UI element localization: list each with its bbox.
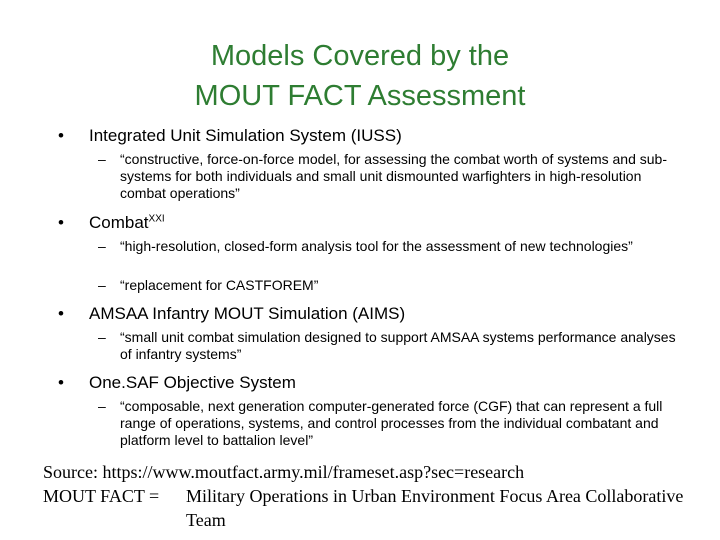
sub-bullet-combat-replacement <box>98 277 688 294</box>
bullet-label: One.SAF Objective System <box>89 373 296 392</box>
slide-title-line-2: MOUT FACT Assessment <box>194 80 526 112</box>
acronym-expansion: Military Operations in Urban Environment Focus Area Collaborative Team <box>186 486 684 530</box>
slide-title <box>0 36 720 116</box>
bullet-label: AMSAA Infantry MOUT Simulation (AIMS) <box>89 304 406 323</box>
source-citation: Source: https://www.moutfact.army.mil/frameset.asp?sec=research <box>43 462 525 482</box>
bullet-marker: • <box>58 213 64 232</box>
acronym-term: MOUT FACT = <box>43 486 160 506</box>
dash-marker: – <box>98 151 106 167</box>
bullet-label-superscript: XXI <box>148 213 165 225</box>
sub-bullet-text: “high-resolution, closed-form analysis tool for the assessment of new technologies” <box>120 238 633 254</box>
dash-marker: – <box>98 277 106 293</box>
sub-bullet-iuss-description <box>98 151 688 202</box>
sub-bullet-combat-description <box>98 238 688 255</box>
sub-bullet-aims-description <box>98 329 688 363</box>
bullet-marker: • <box>58 126 64 145</box>
dash-marker: – <box>98 398 106 414</box>
bullet-marker: • <box>58 373 64 392</box>
bullet-marker: • <box>58 304 64 323</box>
slide-title-line-1: Models Covered by the <box>210 40 510 72</box>
sub-bullet-text: “constructive, force-on-force model, for assessing the combat worth of systems and sub-systems for both individuals and small unit dismounted warfighters in high-resolution combat operations” <box>120 151 668 201</box>
dash-marker: – <box>98 238 106 254</box>
bullet-label-text: Combat <box>89 213 149 232</box>
sub-bullet-text: “small unit combat simulation designed to support AMSAA systems performance analyses of infantry systems” <box>120 329 676 362</box>
dash-marker: – <box>98 329 106 345</box>
bullet-label: Integrated Unit Simulation System (IUSS) <box>89 126 402 145</box>
acronym-definition <box>43 484 684 530</box>
sub-bullet-onesaf-description <box>98 398 688 449</box>
sub-bullet-text: “composable, next generation computer-generated force (CGF) that can represent a full range of operations, systems, and control processes from the individual combatant and platform level to battalion level” <box>120 398 663 448</box>
sub-bullet-text: “replacement for CASTFOREM” <box>120 277 319 293</box>
bullet-label <box>89 212 165 234</box>
